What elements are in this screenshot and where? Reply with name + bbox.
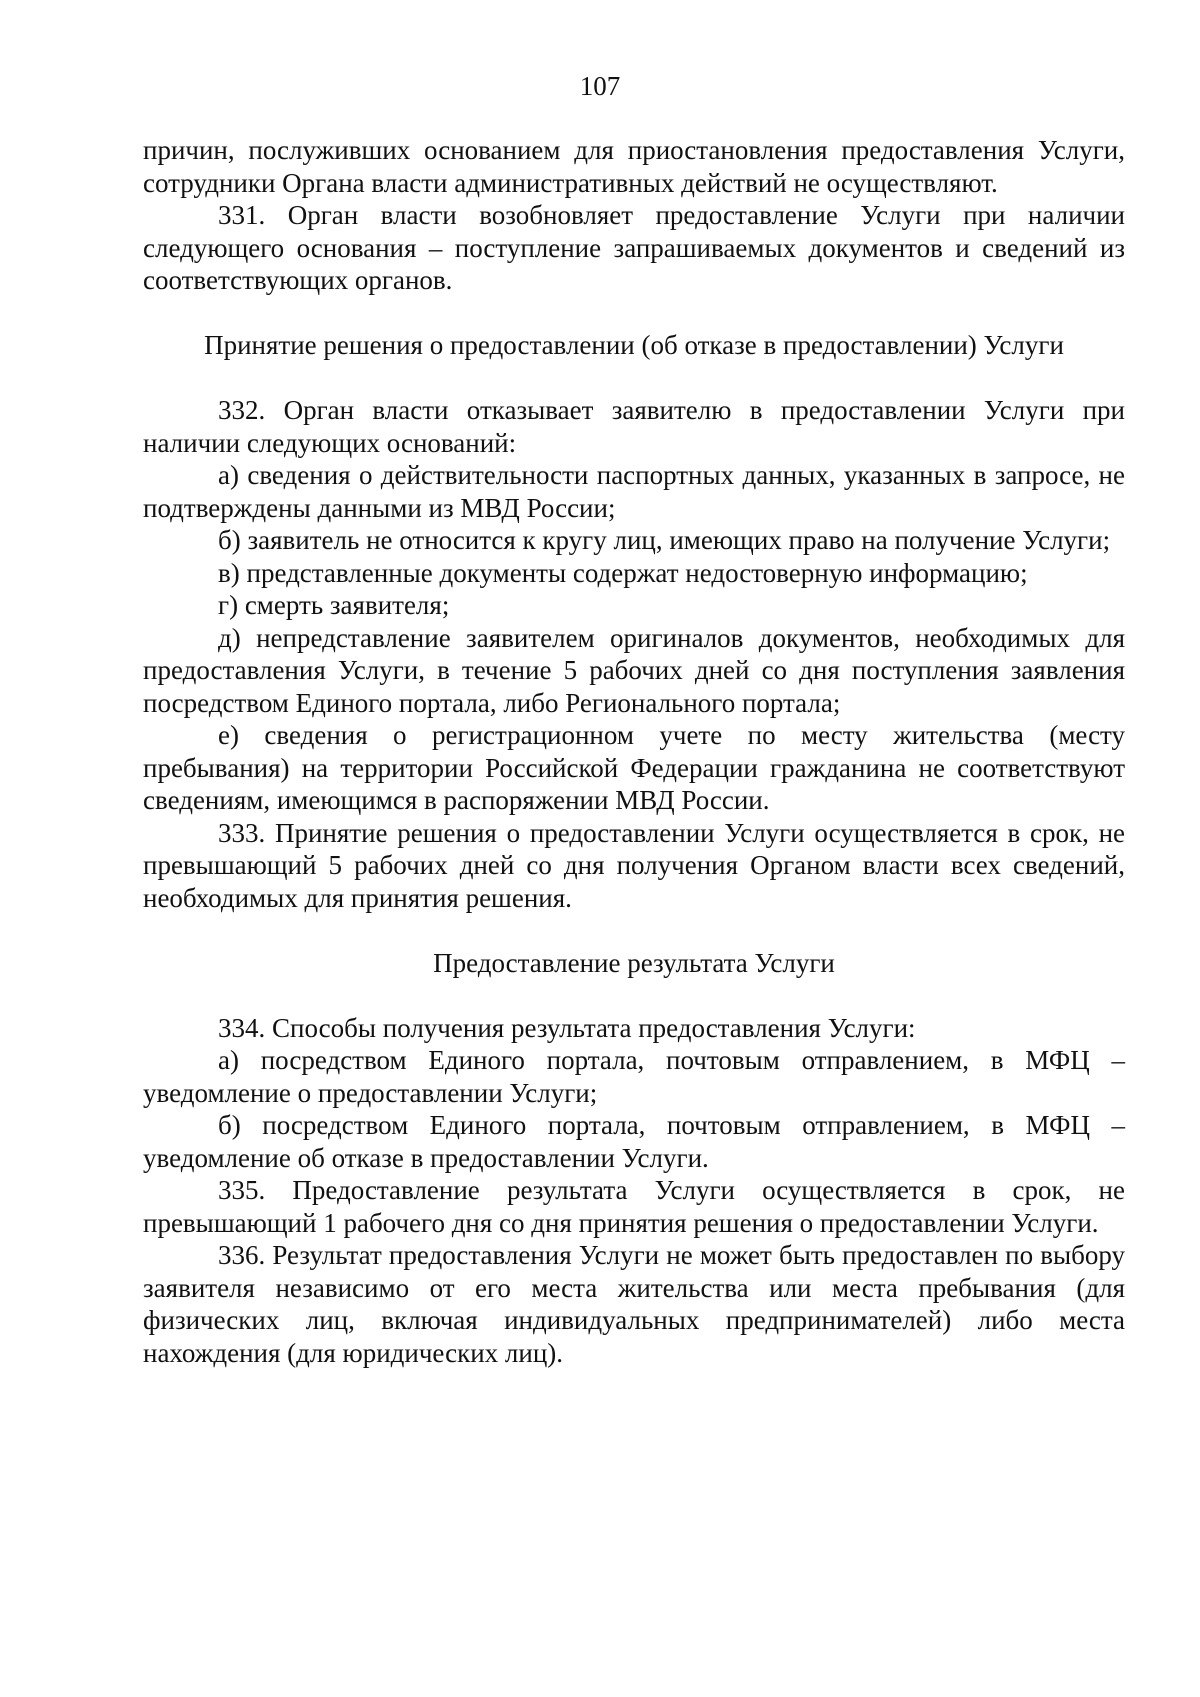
- list-item-a-result: а) посредством Единого портала, почтовым отправлением, в МФЦ – уведомление о предоставлении Услуги;: [143, 1045, 1125, 1108]
- spacer: [143, 914, 1125, 947]
- section-heading-decision: Принятие решения о предоставлении (об отказе в предоставлении) Услуги: [204, 330, 1064, 360]
- list-item-b-result: б) посредством Единого портала, почтовым отправлением, в МФЦ – уведомление об отказе в предоставлении Услуги.: [143, 1110, 1125, 1173]
- document-body: [143, 134, 1125, 1369]
- list-item-d: д) непредставление заявителем оригиналов документов, необходимых для предоставления Услуги, в течение 5 рабочих дней со дня поступления заявления посредством Единого портала, либо Регионального портала;: [143, 622, 1125, 718]
- list-item-g: г) смерть заявителя;: [218, 590, 450, 620]
- page-number: 107: [579, 71, 621, 101]
- section-heading-result: Предоставление результата Услуги: [433, 947, 835, 978]
- paragraph-331: 331. Орган власти возобновляет предоставление Услуги при наличии следующего основания – поступление запрашиваемых документов и сведений из соответствующих органов.: [143, 200, 1125, 295]
- paragraph-332: 332. Орган власти отказывает заявителю в предоставлении Услуги при наличии следующих оснований:: [143, 395, 1125, 458]
- paragraph-334: 334. Способы получения результата предоставления Услуги:: [218, 1012, 916, 1043]
- paragraph-335: 335. Предоставление результата Услуги осуществляется в срок, не превышающий 1 рабочего дня со дня принятия решения о предоставлении Услуги.: [143, 1175, 1125, 1238]
- list-item-a: а) сведения о действительности паспортных данных, указанных в запросе, не подтверждены данными из МВД России;: [143, 460, 1125, 523]
- list-item-e: е) сведения о регистрационном учете по месту жительства (месту пребывания) на территории Российской Федерации гражданина не соответствуют сведениям, имеющимся в распоряжении МВД России.: [143, 720, 1125, 815]
- spacer: [143, 362, 1125, 395]
- paragraph-continuation: причин, послуживших основанием для приостановления предоставления Услуги, сотрудники Органа власти административных действий не осуществляют.: [143, 135, 1125, 198]
- spacer: [143, 979, 1125, 1012]
- list-item-v: в) представленные документы содержат недостоверную информацию;: [218, 557, 1028, 588]
- paragraph-333: 333. Принятие решения о предоставлении Услуги осуществляется в срок, не превышающий 5 рабочих дней со дня получения Органом власти всех сведений, необходимых для принятия решения.: [143, 817, 1125, 913]
- list-item-b: б) заявитель не относится к кругу лиц, имеющих право на получение Услуги;: [218, 525, 1111, 555]
- paragraph-336: 336. Результат предоставления Услуги не может быть предоставлен по выбору заявителя независимо от его места жительства или места пребывания (для физических лиц, включая индивидуальных предпринимателей) либо места нахождения (для юридических лиц).: [143, 1240, 1125, 1368]
- spacer: [143, 297, 1125, 330]
